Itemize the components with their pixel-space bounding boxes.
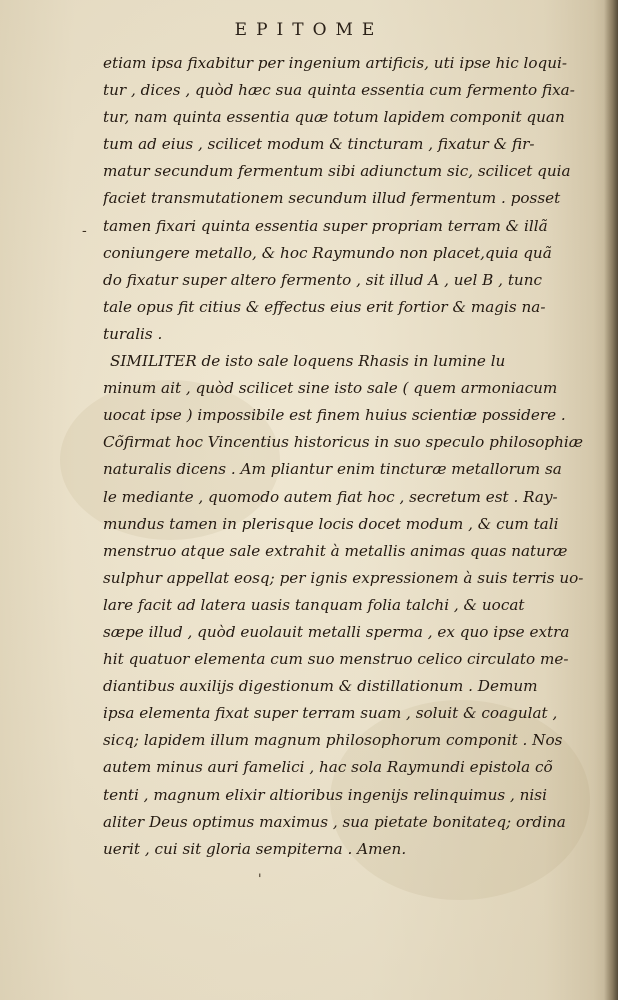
text-line: lare facit ad latera uasis tanquam folia talchi , & uocat: [103, 595, 525, 614]
text-line: menstruo atque sale extrahit à metallis animas quas naturæ: [103, 541, 568, 560]
text-line: minum ait , quòd scilicet sine isto sale ( quem armoniacum: [103, 379, 558, 398]
stray-ink-mark: ': [258, 872, 262, 887]
text-line: diantibus auxilijs digestionum & distillationum . Demum: [103, 677, 538, 696]
text-line: naturalis dicens . Am pliantur enim tincturæ metallorum sa: [103, 460, 562, 479]
text-line: tamen fixari quinta essentia super propriam terram & illã: [103, 216, 548, 235]
text-line: matur secundum fermentum sibi adiunctum sic, scilicet quia: [103, 162, 571, 181]
text-line: Cõfirmat hoc Vincentius historicus in suo speculo philosophiæ: [103, 433, 584, 452]
book-spine-shadow: [604, 0, 618, 1000]
margin-mark: -: [82, 223, 87, 239]
text-line: hit quatuor elementa cum suo menstruo celico circulato me-: [103, 650, 569, 669]
text-line: sulphur appellat eosq; per ignis expressionem à suis terris uo-: [103, 568, 584, 587]
text-line: ipsa elementa fixat super terram suam , soluit & coagulat ,: [103, 704, 558, 723]
text-line: sæpe illud , quòd euolauit metalli sperma , ex quo ipse extra: [103, 622, 570, 641]
text-line: uocat ipse ) impossibile est finem huius scientiæ possidere .: [103, 406, 566, 425]
text-line: uerit , cui sit gloria sempiterna . Amen.: [103, 839, 407, 858]
text-line: tur, nam quinta essentia quæ totum lapidem componit quan: [103, 108, 565, 127]
text-line: le mediante , quomodo autem fiat hoc , secretum est . Ray-: [103, 487, 558, 506]
body-text: [103, 50, 593, 863]
text-line: mundus tamen in plerisque locis docet modum , & cum tali: [103, 514, 559, 533]
running-header: EPITOME: [234, 20, 384, 40]
text-line: tum ad eius , scilicet modum & tincturam , fixatur & fir-: [103, 135, 535, 154]
paragraph-start-line: SIMILITER de isto sale loquens Rhasis in lumine lu: [110, 352, 506, 371]
text-line: etiam ipsa fixabitur per ingenium artificis, uti ipse hic loqui-: [103, 54, 568, 72]
text-line: tale opus fit citius & effectus eius erit fortior & magis na-: [103, 297, 546, 316]
text-line: tur , dices , quòd hæc sua quinta essentia cum fermento fixa-: [103, 81, 575, 100]
text-line: coniungere metallo, & hoc Raymundo non placet,quia quã: [103, 243, 552, 262]
text-line: do fixatur super altero fermento , sit illud A , uel B , tunc: [103, 270, 542, 289]
text-line: autem minus auri famelici , hac sola Raymundi epistola cõ: [103, 758, 553, 777]
text-line: tenti , magnum elixir altioribus ingenijs relinquimus , nisi: [103, 785, 547, 804]
text-line: faciet transmutationem secundum illud fermentum . posset: [103, 189, 561, 208]
text-line: aliter Deus optimus maximus , sua pietate bonitateq; ordina: [103, 812, 566, 831]
text-line: turalis .: [103, 324, 163, 343]
text-line: sicq; lapidem illum magnum philosophorum componit . Nos: [103, 731, 563, 750]
